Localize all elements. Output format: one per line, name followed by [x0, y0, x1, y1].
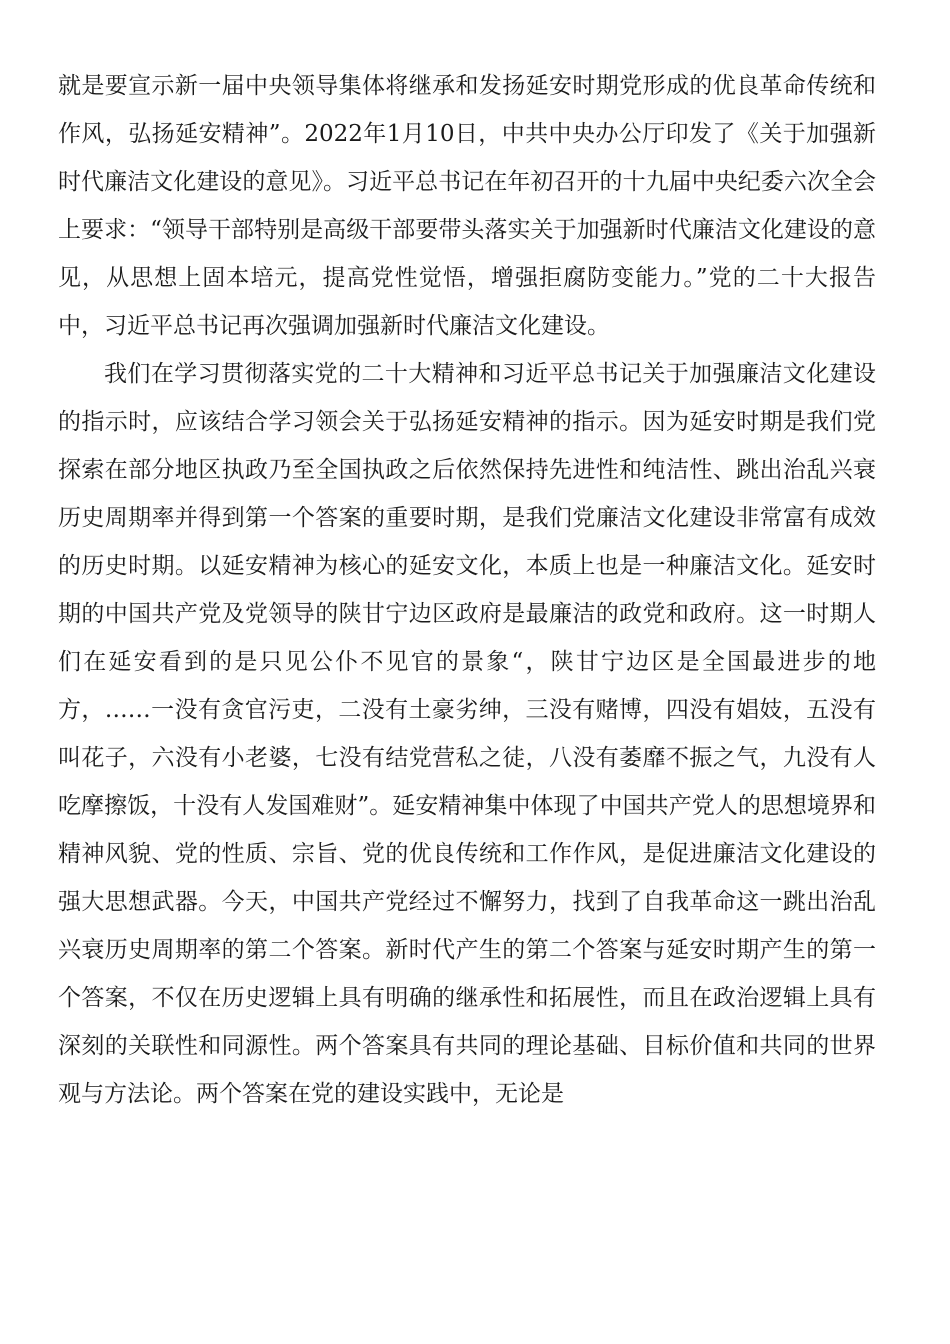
document-page: [58, 62, 876, 1118]
paragraph-2: 我们在学习贯彻落实党的二十大精神和习近平总书记关于加强廉洁文化建设的指示时，应该结合学习领会关于弘扬延安精神的指示。因为延安时期是我们党探索在部分地区执政乃至全国执政之后依然保持先进性和纯洁性、跳出治乱兴衰历史周期率并得到第一个答案的重要时期，是我们党廉洁文化建设非常富有成效的历史时期。以延安精神为核心的延安文化，本质上也是一种廉洁文化。延安时期的中国共产党及党领导的陕甘宁边区政府是最廉洁的政党和政府。这一时期人们在延安看到的是只见公仆不见官的景象“，陕甘宁边区是全国最进步的地方，……一没有贪官污吏，二没有土豪劣绅，三没有赌博，四没有娼妓，五没有叫花子，六没有小老婆，七没有结党营私之徒，八没有萎靡不振之气，九没有人吃摩擦饭，十没有人发国难财”。延安精神集中体现了中国共产党人的思想境界和精神风貌、党的性质、宗旨、党的优良传统和工作作风，是促进廉洁文化建设的强大思想武器。今天，中国共产党经过不懈努力，找到了自我革命这一跳出治乱兴衰历史周期率的第二个答案。新时代产生的第二个答案与延安时期产生的第一个答案，不仅在历史逻辑上具有明确的继承性和拓展性，而且在政治逻辑上具有深刻的关联性和同源性。两个答案具有共同的理论基础、目标价值和共同的世界观与方法论。两个答案在党的建设实践中，无论是: [58, 361, 876, 1107]
paragraph-1: 就是要宣示新一届中央领导集体将继承和发扬延安时期党形成的优良革命传统和作风，弘扬延安精神”。2022年1月10日，中共中央办公厅印发了《关于加强新时代廉洁文化建设的意见》。习近平总书记在年初召开的十九届中央纪委六次全会上要求：“领导干部特别是高级干部要带头落实关于加强新时代廉洁文化建设的意见，从思想上固本培元，提高党性觉悟，增强拒腐防变能力。”党的二十大报告中，习近平总书记再次强调加强新时代廉洁文化建设。: [58, 73, 876, 339]
